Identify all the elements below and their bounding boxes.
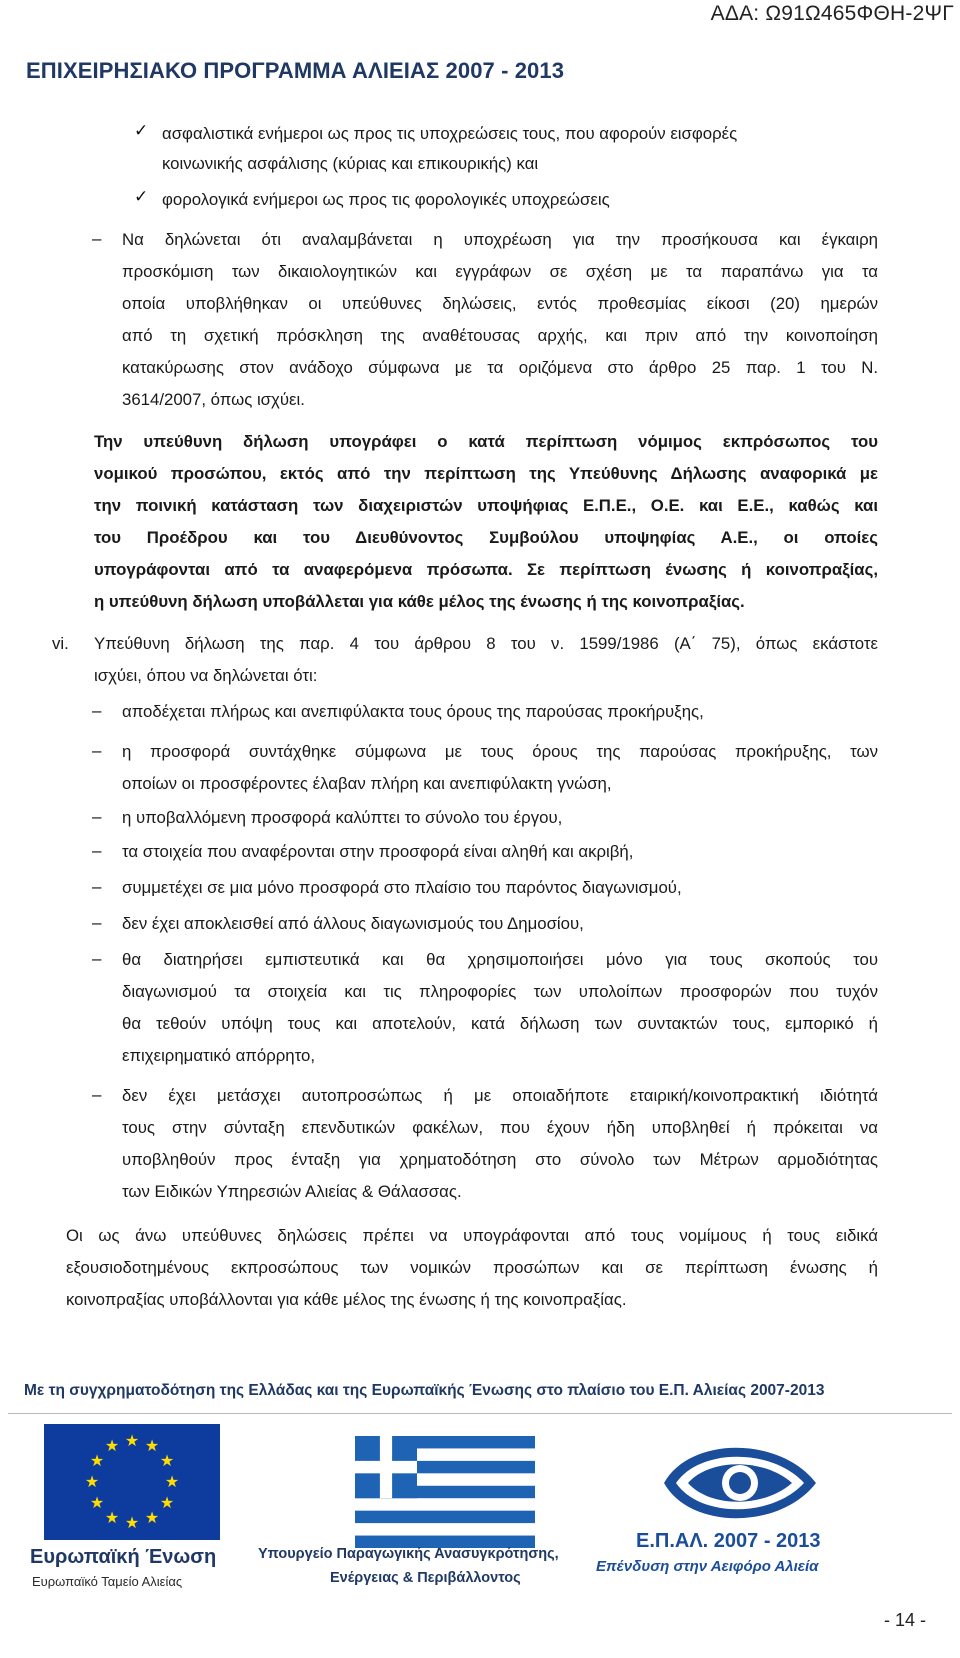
greek-flag-icon: [355, 1436, 535, 1548]
section-vi-line-1: Υπεύθυνη δήλωση της παρ. 4 του άρθρου 8 του ν. 1599/1986 (Α΄ 75), όπως εκάστοτε: [94, 634, 878, 653]
dash-bullet-icon: –: [92, 949, 102, 968]
dash-item-8-line-1: δεν έχει μετάσχει αυτοπροσώπως ή με οποιαδήποτε εταιρική/κοινοπρακτική ιδιότητά: [122, 1086, 878, 1105]
dash-item-7-line-2: διαγωνισμού τα στοιχεία και τις πληροφορίες των υπολοίπων προσφορών που τυχόν: [122, 982, 878, 1001]
declare-line-1: Να δηλώνεται ότι αναλαμβάνεται η υποχρέωση για την προσήκουσα και έγκαιρη: [122, 230, 878, 249]
epal-fish-logo: [660, 1428, 820, 1543]
svg-text:★: ★: [89, 1493, 105, 1512]
declare-line-2: προσκόμιση των δικαιολογητικών και εγγράφων σε σχέση με τα παραπάνω για τα: [122, 262, 878, 281]
footer-divider: [8, 1413, 952, 1414]
dash-item-7-line-1: θα διατηρήσει εμπιστευτικά και θα χρησιμοποιήσει μόνο για τους σκοπούς του: [122, 950, 878, 969]
epal-slogan: Επένδυση στην Αειφόρο Αλιεία: [596, 1558, 819, 1575]
svg-text:★: ★: [164, 1472, 180, 1491]
dash-item-8-line-2: τους στην σύνταξη επενδυτικών φακέλων, που έχουν ήδη υποβληθεί ή πρόκειται να: [122, 1118, 878, 1137]
eu-flag-logo: [44, 1424, 220, 1545]
declare-line-4: από τη σχετική πρόσκληση της αναθέτουσας αρχής, και πριν από την κοινοποίηση: [122, 326, 878, 345]
program-title: ΕΠΙΧΕΙΡΗΣΙΑΚΟ ΠΡΟΓΡΑΜΜΑ ΑΛΙΕΙΑΣ 2007 - 2013: [26, 58, 565, 83]
dash-bullet-icon: –: [92, 841, 102, 860]
dash-item-5: συμμετέχει σε μια μόνο προσφορά στο πλαίσιο του παρόντος διαγωνισμού,: [122, 878, 682, 897]
bold-para-line-2: νομικού προσώπου, εκτός από την περίπτωση της Υπεύθυνης Δήλωσης αναφορικά με: [94, 464, 878, 483]
dash-item-6: δεν έχει αποκλεισθεί από άλλους διαγωνισμούς του Δημοσίου,: [122, 914, 584, 933]
dash-bullet-icon: –: [92, 913, 102, 932]
dash-item-8-line-4: των Ειδικών Υπηρεσιών Αλιείας & Θάλασσας.: [122, 1182, 462, 1201]
dash-item-2-line-1: η προσφορά συντάχθηκε σύμφωνα με τους όρους της παρούσας προκήρυξης, των: [122, 742, 878, 761]
closing-line-1: Οι ως άνω υπεύθυνες δηλώσεις πρέπει να υπογράφονται από τους νομίμους ή τους ειδικά: [66, 1226, 878, 1245]
dash-bullet-icon: –: [92, 1085, 102, 1104]
eu-name: Ευρωπαϊκή Ένωση: [30, 1546, 217, 1568]
dash-item-8-line-3: υποβληθούν προς ένταξη για χρηματοδότηση στο σύνολο των Μέτρων αρμοδιότητας: [122, 1150, 878, 1169]
dash-item-1: αποδέχεται πλήρως και ανεπιφύλακτα τους όρους της παρούσας προκήρυξης,: [122, 702, 704, 721]
checklist-item-1-line-1: ασφαλιστικά ενήμεροι ως προς τις υποχρεώσεις τους, που αφορούν εισφορές: [162, 124, 738, 143]
svg-text:★: ★: [144, 1508, 160, 1527]
ada-code: ΑΔΑ: Ω91Ω465ΦΘΗ-2ΨΓ: [710, 2, 954, 25]
svg-text:★: ★: [144, 1436, 160, 1455]
dash-bullet-icon: –: [92, 229, 102, 248]
dash-item-2-line-2: οποίων οι προσφέροντες έλαβαν πλήρη και ανεπιφύλακτη γνώση,: [122, 774, 612, 793]
closing-line-3: κοινοπραξίας υποβάλλονται για κάθε μέλος της ένωσης ή της κοινοπραξίας.: [66, 1290, 627, 1309]
checkmark-icon: ✓: [134, 121, 149, 140]
fish-eye-icon: [660, 1428, 820, 1538]
ministry-line-2: Ενέργειας & Περιβάλλοντος: [330, 1570, 521, 1586]
section-vi-line-2: ισχύει, όπου να δηλώνεται ότι:: [94, 666, 318, 685]
bold-para-line-3: την ποινική κατάσταση των διαχειριστών υποψήφιας Ε.Π.Ε., Ο.Ε. και Ε.Ε., καθώς και: [94, 496, 878, 515]
page-number: - 14 -: [883, 1610, 926, 1630]
cofunding-banner: Με τη συγχρηματοδότηση της Ελλάδας και της Ευρωπαϊκής Ένωσης στο πλαίσιο του Ε.Π. Αλιείας 2007-2013: [24, 1382, 825, 1399]
declare-line-3: οποία υποβλήθηκαν οι υπεύθυνες δηλώσεις, εντός προθεσμίας είκοσι (20) ημερών: [122, 294, 878, 313]
dash-item-7-line-3: θα τεθούν υπόψη τους και αποτελούν, κατά δήλωση των συντακτών τους, εμπορικό ή: [122, 1014, 878, 1033]
epal-title: Ε.Π.ΑΛ. 2007 - 2013: [636, 1530, 821, 1552]
svg-text:★: ★: [84, 1472, 100, 1491]
svg-text:★: ★: [89, 1451, 105, 1470]
bold-para-line-5: υπογράφονται από τα αναφερόμενα πρόσωπα. Σε περίπτωση ένωσης ή κοινοπραξίας,: [94, 560, 878, 579]
svg-text:★: ★: [159, 1493, 175, 1512]
section-numeral: vi.: [52, 634, 69, 653]
dash-item-4: τα στοιχεία που αναφέρονται στην προσφορά είναι αληθή και ακριβή,: [122, 842, 634, 861]
dash-item-3: η υποβαλλόμενη προσφορά καλύπτει το σύνολο του έργου,: [122, 808, 563, 827]
svg-text:★: ★: [104, 1508, 120, 1527]
svg-text:★: ★: [124, 1513, 140, 1532]
declare-line-6: 3614/2007, όπως ισχύει.: [122, 390, 305, 409]
svg-text:★: ★: [124, 1431, 140, 1450]
dash-bullet-icon: –: [92, 741, 102, 760]
checklist-item-2: φορολογικά ενήμεροι ως προς τις φορολογικές υποχρεώσεις: [162, 190, 610, 209]
bold-para-line-1: Την υπεύθυνη δήλωση υπογράφει ο κατά περίπτωση νόμιμος εκπρόσωπος του: [94, 432, 878, 451]
ministry-line-1: Υπουργείο Παραγωγικής Ανασυγκρότησης,: [258, 1546, 559, 1562]
checkmark-icon: ✓: [134, 187, 149, 206]
dash-bullet-icon: –: [92, 807, 102, 826]
closing-line-2: εξουσιοδοτημένους εκπροσώπους των νομικών προσώπων και σε περίπτωση ένωσης ή: [66, 1258, 878, 1277]
eu-fund-name: Ευρωπαϊκό Ταμείο Αλιείας: [32, 1574, 183, 1589]
dash-bullet-icon: –: [92, 701, 102, 720]
bold-para-line-6: η υπεύθυνη δήλωση υποβάλλεται για κάθε μέλος της ένωσης ή της κοινοπραξίας.: [94, 592, 745, 611]
declare-line-5: κατακύρωσης στον ανάδοχο σύμφωνα με τα οριζόμενα στο άρθρο 25 παρ. 1 του Ν.: [122, 358, 878, 377]
greek-flag-logo: [355, 1436, 535, 1553]
dash-bullet-icon: –: [92, 877, 102, 896]
checklist-item-1-line-2: κοινωνικής ασφάλισης (κύριας και επικουρικής) και: [162, 154, 539, 173]
eu-flag-icon: [44, 1424, 220, 1540]
bold-para-line-4: του Προέδρου και του Διευθύνοντος Συμβούλου υποψηφίας Α.Ε., οι οποίες: [94, 528, 878, 547]
svg-text:★: ★: [104, 1436, 120, 1455]
svg-text:★: ★: [159, 1451, 175, 1470]
dash-item-7-line-4: επιχειρηματικό απόρρητο,: [122, 1046, 316, 1065]
